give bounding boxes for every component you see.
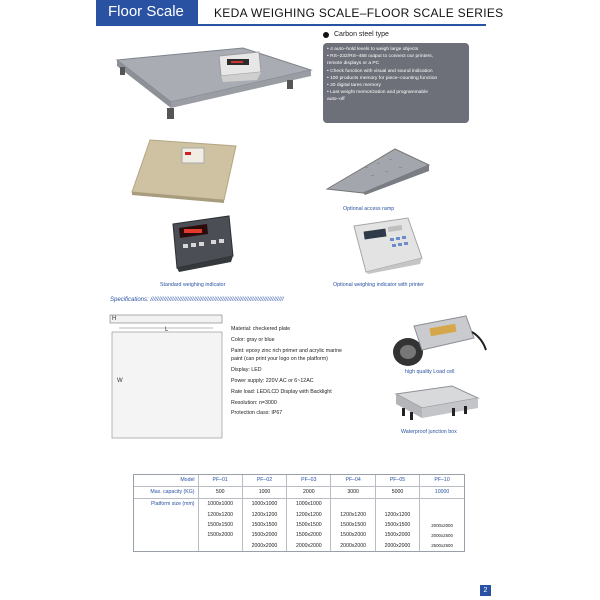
checker-plate-image xyxy=(130,138,240,203)
table-row xyxy=(134,520,464,530)
table-row xyxy=(134,530,464,540)
platform-scale-image xyxy=(115,42,315,127)
features-box xyxy=(323,43,469,123)
size-cell: 2000x2000 xyxy=(331,541,375,551)
series-title: KEDA WEIGHING SCALE–FLOOR SCALE SERIES xyxy=(214,6,504,20)
size-cell: 1200x1200 xyxy=(198,510,242,520)
model-cell: PF–03 xyxy=(287,475,331,486)
model-cell: PF–02 xyxy=(242,475,286,486)
bullet-dot-icon xyxy=(323,32,329,38)
standard-indicator-caption: Standard weighing indicator xyxy=(160,282,226,288)
capacity-cell: 10000 xyxy=(420,486,464,498)
junction-box-image xyxy=(392,382,482,424)
feature-line: • Last weight memorization and programmable xyxy=(327,90,428,96)
size-cell: 1500x2000 xyxy=(375,530,419,540)
size-cell xyxy=(198,541,242,551)
load-cell-caption: high quality Load cell xyxy=(405,369,455,375)
capacity-cell: 2000 xyxy=(287,486,331,498)
size-cell: 1200x1200 xyxy=(331,510,375,520)
size-cell: 1200x1200 xyxy=(287,510,331,520)
spec-type-label: Carbon steel type xyxy=(334,31,389,38)
spec-line: Resolution: n=3000 xyxy=(231,399,277,406)
size-cell: 1200x1200 xyxy=(242,510,286,520)
size-cell: 1000x1000 xyxy=(242,498,286,509)
printer-indicator-caption: Optional weighing indicator with printer xyxy=(333,282,424,288)
size-cell xyxy=(420,510,464,520)
size-cell: 1500x1500 xyxy=(375,520,419,530)
table-row xyxy=(134,475,464,486)
header-rule xyxy=(96,24,486,26)
size-cell xyxy=(420,498,464,509)
empty-label xyxy=(134,530,198,540)
table-row xyxy=(134,498,464,509)
capacity-cell: 500 xyxy=(198,486,242,498)
feature-line: • Check function with visual and sound indication xyxy=(327,68,433,74)
dimension-l-label: L xyxy=(165,327,169,333)
table-row xyxy=(134,541,464,551)
model-cell: PF–05 xyxy=(375,475,419,486)
capacity-cell: 5000 xyxy=(375,486,419,498)
dimension-w-label: W xyxy=(117,378,123,384)
size-cell: 1000x1000 xyxy=(198,498,242,509)
table-row xyxy=(134,486,464,498)
size-cell: 1500x1500 xyxy=(242,520,286,530)
size-cell: 2000x2000 xyxy=(420,520,464,530)
section-tab: Floor Scale xyxy=(96,0,198,24)
size-cell: 2500x2500 xyxy=(420,541,464,551)
size-cell: 1500x1500 xyxy=(198,520,242,530)
size-cell: 1000x1000 xyxy=(287,498,331,509)
dimension-h-label: H xyxy=(112,316,117,322)
size-cell: 1500x2000 xyxy=(242,530,286,540)
size-cell: 1500x1500 xyxy=(287,520,331,530)
model-label: Model xyxy=(134,475,198,486)
size-cell: 2000x2000 xyxy=(242,541,286,551)
spec-line: Paint: epoxy zinc rich primer and acrylic marine xyxy=(231,347,342,354)
size-cell: 1500x2000 xyxy=(331,530,375,540)
size-cell: 2000x2500 xyxy=(420,530,464,540)
capacity-label: Max. capacity (KG) xyxy=(134,486,198,498)
table-row xyxy=(134,510,464,520)
size-cell: 1500x2000 xyxy=(198,530,242,540)
model-cell: PF–10 xyxy=(420,475,464,486)
spec-line: Color: gray or blue xyxy=(231,336,275,343)
feature-line: remote displays or a PC xyxy=(327,61,380,67)
spec-list xyxy=(231,324,373,419)
empty-label xyxy=(134,541,198,551)
led-indicator-image xyxy=(167,212,237,272)
junction-box-caption: Waterproof junction box xyxy=(401,429,457,435)
spec-line: Power supply: 220V AC or 6~12AC xyxy=(231,377,314,384)
model-table xyxy=(133,474,465,552)
spec-line: Protection class: IP67 xyxy=(231,410,283,417)
feature-line: • 100 products memory for piece–counting function xyxy=(327,75,438,81)
size-cell: 1500x2000 xyxy=(287,530,331,540)
capacity-cell: 1000 xyxy=(242,486,286,498)
size-cell: 2000x2000 xyxy=(375,541,419,551)
empty-label xyxy=(134,510,198,520)
spec-line: paint (can print your logo on the platform) xyxy=(231,356,328,363)
spec-line: Rate load: LED/LCD Display with Backlight xyxy=(231,388,332,395)
size-cell xyxy=(331,498,375,509)
specifications-heading: Specifications: //////////////////////////////////////////////////////////////////////////////// xyxy=(110,297,284,303)
model-cell: PF–01 xyxy=(198,475,242,486)
size-cell: 1500x1500 xyxy=(331,520,375,530)
spec-type xyxy=(323,31,389,38)
feature-line: • 20 digital tares memory xyxy=(327,83,381,89)
feature-line: • 4 auto–hold levels to weigh large objects xyxy=(327,47,419,52)
feature-line: • RS–232/RS–458 output to connect our printers, xyxy=(327,54,434,60)
printer-indicator-image xyxy=(350,216,425,274)
size-cell: 2000x2000 xyxy=(287,541,331,551)
platform-size-label: Platform size (mm) xyxy=(150,501,195,508)
ramp-image xyxy=(325,143,431,195)
model-cell: PF–04 xyxy=(331,475,375,486)
ramp-caption: Optional access ramp xyxy=(343,206,395,212)
empty-label xyxy=(134,520,198,530)
size-cell: 1200x1200 xyxy=(375,510,419,520)
capacity-cell: 3000 xyxy=(331,486,375,498)
load-cell-image xyxy=(388,312,488,370)
feature-line: auto–off xyxy=(327,97,345,103)
size-cell xyxy=(375,498,419,509)
spec-line: Material: checkered plate xyxy=(231,326,291,332)
page-number: 2 xyxy=(480,585,491,596)
spec-line: Display: LED xyxy=(231,367,262,374)
